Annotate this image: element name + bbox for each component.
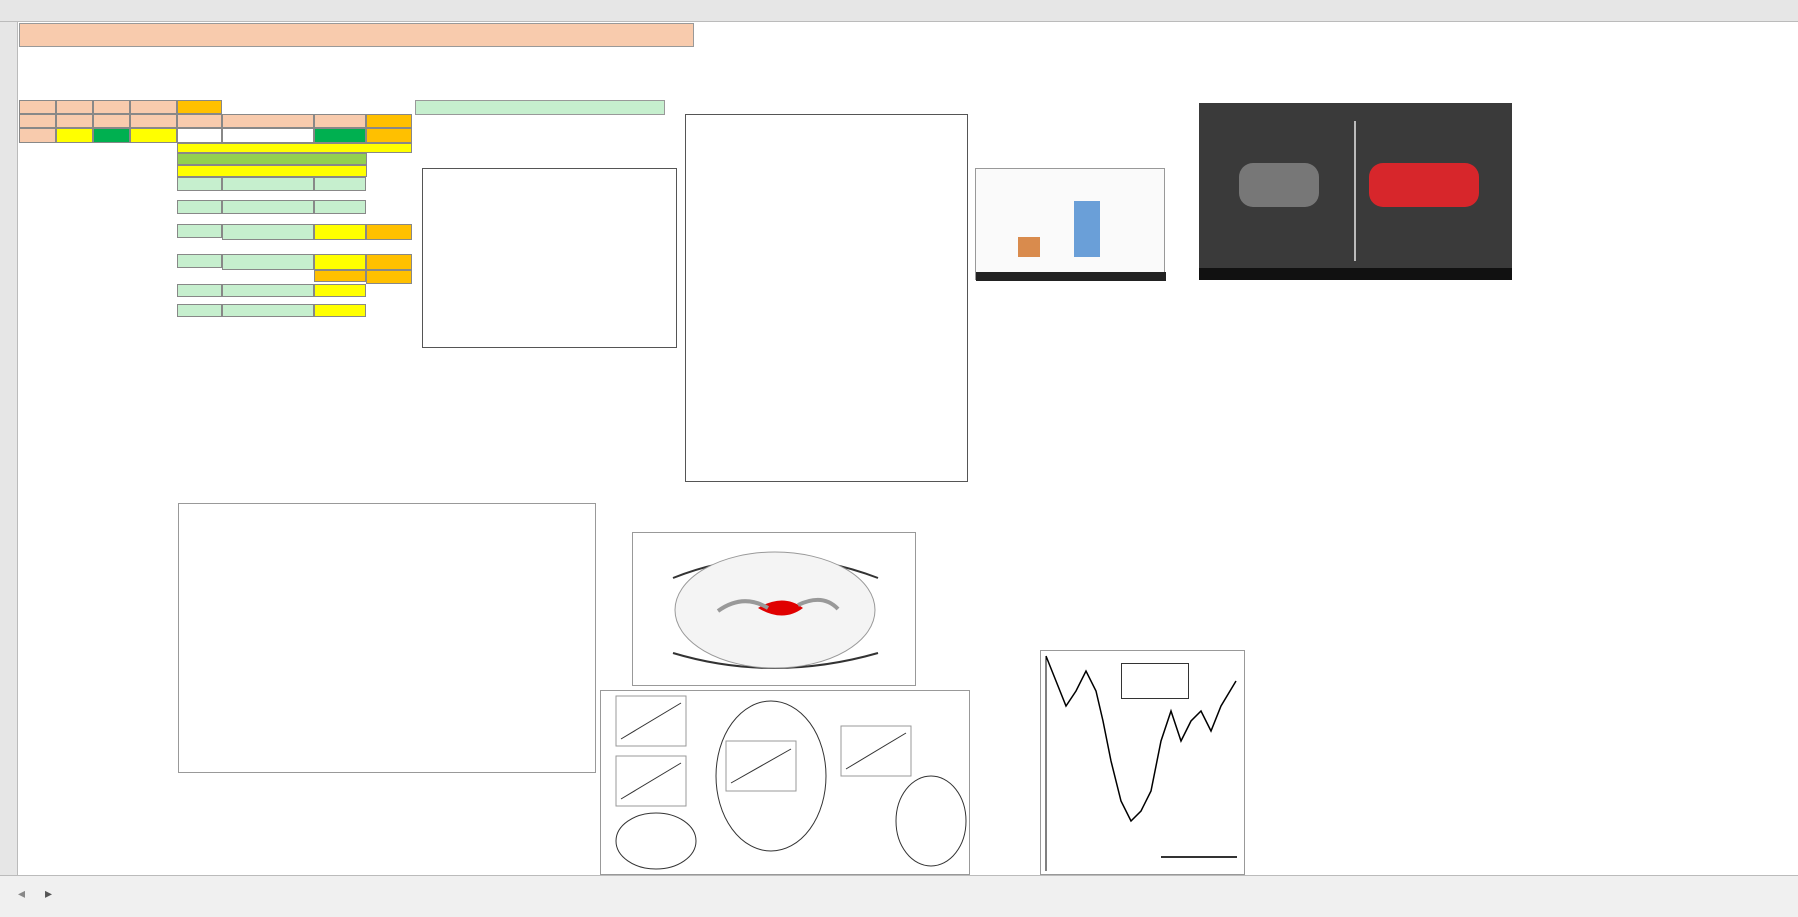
error-label[interactable] <box>314 270 366 282</box>
hdr-yi[interactable] <box>56 100 93 114</box>
hdr-x[interactable] <box>19 100 56 114</box>
neuro-diagram[interactable] <box>685 114 968 482</box>
neuro-svg <box>686 115 969 483</box>
hdr-kmx[interactable] <box>130 114 177 128</box>
hdr-mx[interactable] <box>19 114 56 128</box>
tab-next-icon[interactable]: ▸ <box>45 887 53 902</box>
tab-prev-icon[interactable]: ◂ <box>18 887 26 902</box>
control-label[interactable] <box>177 284 222 297</box>
bar-prewar <box>1018 237 1040 257</box>
hdr-ki[interactable] <box>93 114 130 128</box>
control-value[interactable] <box>314 284 366 297</box>
step4-value[interactable] <box>314 254 366 270</box>
local-extrema-label <box>1121 663 1189 699</box>
column-headers <box>0 0 1798 22</box>
extrema-chart[interactable] <box>1040 650 1245 875</box>
error2-label[interactable] <box>177 304 222 317</box>
ussr-map-icon <box>1369 163 1479 207</box>
mini-charts[interactable] <box>600 690 970 875</box>
rnd-table <box>415 100 665 115</box>
video2-divider <box>1354 121 1356 261</box>
step4-value-b[interactable] <box>366 254 412 270</box>
hdr-my[interactable] <box>56 114 93 128</box>
hdr-ki2[interactable] <box>314 114 366 128</box>
video-reform[interactable] <box>1199 103 1512 280</box>
error-value[interactable] <box>366 128 412 143</box>
env-svg <box>633 533 917 687</box>
step3-value-b[interactable] <box>366 224 412 240</box>
mx-value[interactable] <box>19 128 56 143</box>
ki-value[interactable] <box>93 128 130 143</box>
hdr-pct[interactable] <box>177 100 222 114</box>
hdr-sy[interactable] <box>222 114 314 128</box>
error-result[interactable] <box>366 270 412 284</box>
sheet-tab-bar <box>0 875 1798 917</box>
step1-value[interactable] <box>314 177 366 191</box>
step3-formula[interactable] <box>222 224 314 240</box>
usa-map-icon <box>1239 163 1319 207</box>
hdr-sx[interactable] <box>177 114 222 128</box>
formula-alg[interactable] <box>177 165 367 177</box>
step4-formula[interactable] <box>222 254 314 270</box>
kmx-value[interactable] <box>130 128 177 143</box>
step2-value[interactable] <box>314 200 366 214</box>
control-formula[interactable] <box>222 284 314 297</box>
environment-diagram[interactable] <box>632 532 916 686</box>
error2-formula[interactable] <box>222 304 314 317</box>
row-headers <box>0 22 18 875</box>
text-block <box>178 503 596 773</box>
hdr-exel[interactable] <box>93 100 130 114</box>
mini-charts-svg <box>601 691 971 876</box>
rnd-title <box>416 101 665 115</box>
step1-label[interactable] <box>177 177 222 191</box>
scatter-chart[interactable] <box>422 168 677 348</box>
sx-value[interactable] <box>177 128 222 143</box>
step1-formula[interactable] <box>222 177 314 191</box>
global-extremum-label <box>1161 856 1237 858</box>
video1-controls[interactable] <box>976 272 1166 281</box>
video2-controls[interactable] <box>1199 268 1512 280</box>
step3-label[interactable] <box>177 224 222 238</box>
step2-formula[interactable] <box>222 200 314 214</box>
scatter-svg <box>423 169 678 349</box>
hdr-error[interactable] <box>130 100 177 114</box>
step2-label[interactable] <box>177 200 222 214</box>
my-value[interactable] <box>56 128 93 143</box>
step4-label[interactable] <box>177 254 222 268</box>
video-money[interactable] <box>975 168 1165 280</box>
sy-value[interactable] <box>222 128 314 143</box>
title-banner[interactable] <box>19 23 694 47</box>
formula-ln[interactable] <box>177 153 367 165</box>
step3-value[interactable] <box>314 224 366 240</box>
error2-value[interactable] <box>314 304 366 317</box>
bar-1946 <box>1074 201 1100 257</box>
ki2-value[interactable] <box>314 128 366 143</box>
one-value <box>366 145 412 159</box>
hdr-error2[interactable] <box>366 114 412 128</box>
